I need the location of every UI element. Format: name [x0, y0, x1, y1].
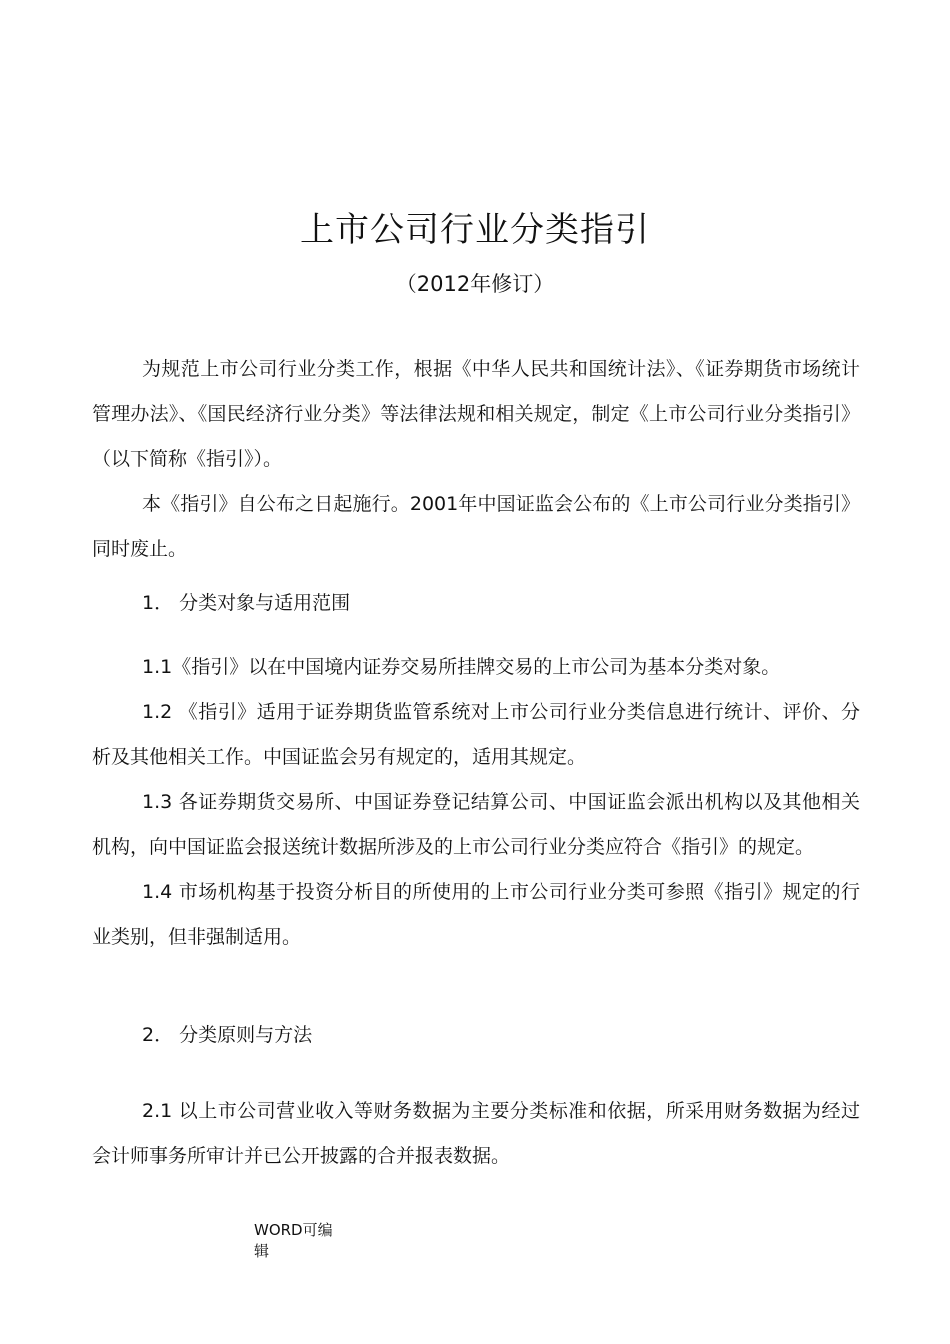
page-title: 上市公司行业分类指引 — [300, 210, 650, 250]
page-subtitle: （2012年修订） — [395, 272, 555, 296]
intro-paragraph: 为规范上市公司行业分类工作，根据《中华人民共和国统计法》、《证券期货市场统计管理办法》、《国民经济行业分类》等法律法规和相关规定，制定《上市公司行业分类指引》（以下简称《指引》）。 — [92, 358, 860, 470]
intro-section — [92, 347, 860, 572]
clause-paragraph: 1.4 市场机构基于投资分析目的所使用的上市公司行业分类可参照《指引》规定的行业类别，但非强制适用。 — [92, 881, 860, 948]
clause-paragraph: 2.1 以上市公司营业收入等财务数据为主要分类标准和依据，所采用财务数据为经过会计师事务所审计并已公开披露的合并报表数据。 — [92, 1100, 860, 1167]
section-heading: 1． 分类对象与适用范围 — [142, 592, 351, 614]
section-1-body — [92, 645, 860, 960]
clause-paragraph: 1.1《指引》以在中国境内证券交易所挂牌交易的上市公司为基本分类对象。 — [142, 656, 781, 678]
clause-paragraph: 1.2 《指引》适用于证券期货监管系统对上市公司行业分类信息进行统计、评价、分析及其他相关工作。中国证监会另有规定的，适用其规定。 — [92, 701, 860, 768]
section-2-body — [92, 1089, 860, 1179]
footer-watermark: WORD可编辑 — [254, 1221, 333, 1260]
clause-paragraph: 1.3 各证券期货交易所、中国证券登记结算公司、中国证监会派出机构以及其他相关机构，向中国证监会报送统计数据所涉及的上市公司行业分类应符合《指引》的规定。 — [92, 791, 860, 858]
intro-paragraph: 本《指引》自公布之日起施行。2001年中国证监会公布的《上市公司行业分类指引》同时废止。 — [92, 493, 860, 560]
section-heading: 2． 分类原则与方法 — [142, 1024, 313, 1046]
